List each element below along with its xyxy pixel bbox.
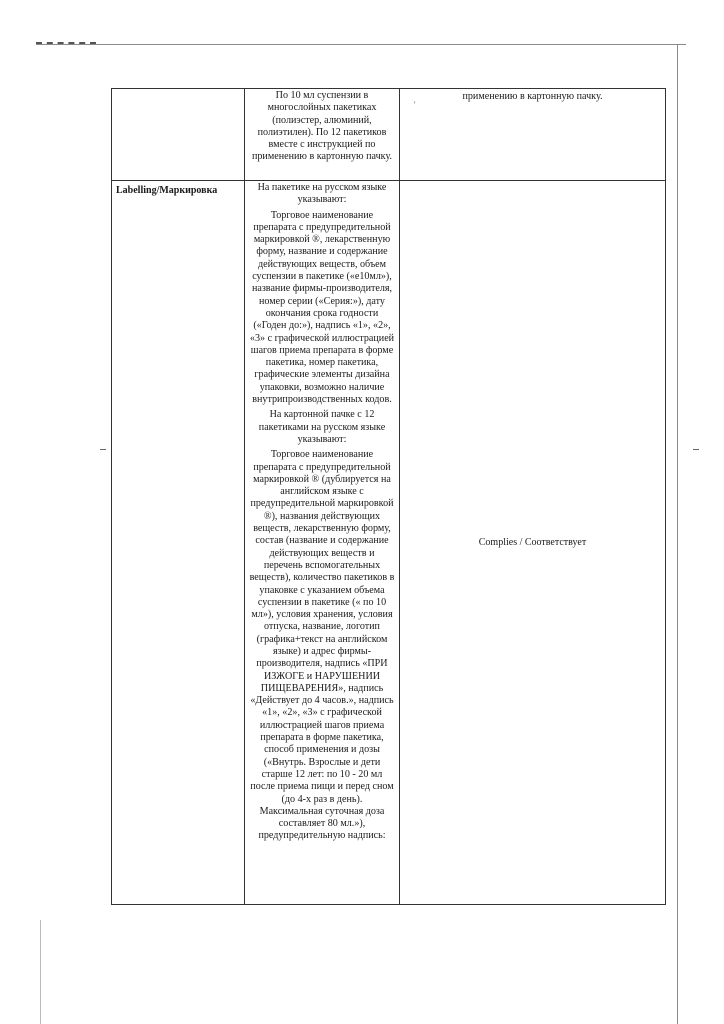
specification-table xyxy=(111,88,666,905)
packaging-continuation-text: применению в картонную пачку. xyxy=(462,91,603,102)
labelling-requirements xyxy=(245,181,399,843)
labelling-label: Labelling/Маркировка xyxy=(116,185,218,196)
scan-artifact-tick xyxy=(693,449,699,450)
carton-label-text: Торговое наименование препарата с предупредительной маркировкой ® (дублируется на английском языке с предупредительной маркировкой ®), названия действующих веществ, лекарственную форму, состав (название и содержание действующих веществ и перечень вспомогательных веществ), количество пакетиков в упаковке с указанием объема суспензии в пакетике (« по 10 мл»), условия хранения, условия отпуска, название, логотип (графика+текст на английском языке) и адрес фирмы-производителя, надпись «ПРИ ИЗЖОГЕ и НАРУШЕНИИ ПИЩЕВАРЕНИЯ», надпись «Действует до 4 часов.», надпись «1», «2», «3» с графической иллюстрацией шагов приема препарата в форме пакетика, способ применения и дозы («Внутрь. Взрослые и дети старше 12 лет: по 10 - 20 мл после приема пищи и перед сном (до 4-х раз в день). Максимальная суточная доза составляет 80 мл.»), предупредительную надпись: xyxy=(249,449,395,842)
sachet-label-text: Торговое наименование препарата с предупредительной маркировкой ®, лекарственную форму, название и содержание действующих веществ, объем суспензии в пакетике («е10мл»), название фирмы-производителя, номер серии («Серия:»), дату окончания срока годности («Годен до:»), надпись «1», «2», «3» с графической иллюстрацией шагов приема препарата в форме пакетика, номер пакетика, графические элементы дизайна упаковки, возможно наличие внутрипроизводственных кодов. xyxy=(249,209,395,406)
row2-col3-cell xyxy=(400,181,666,905)
table-row xyxy=(112,181,666,905)
table-row xyxy=(112,89,666,181)
compliance-result: Complies / Соответствует xyxy=(478,537,587,548)
packaging-text: По 10 мл суспензии в многослойных пакетиках (полиэстер, алюминий, полиэтилен). По 12 пакетиков вместе с инструкцией по применению в картонную пачку. xyxy=(251,90,392,163)
scan-artifact-left-line xyxy=(40,920,41,1024)
scan-artifact-dot: ' xyxy=(414,100,416,109)
sachet-heading: На пакетике на русском языке указывают: xyxy=(257,182,387,206)
row1-col1-cell xyxy=(112,89,245,181)
row2-col2-cell xyxy=(245,181,400,905)
carton-heading: На картонной пачке с 12 пакетиками на русском языке указывают: xyxy=(258,409,386,445)
row1-col2-cell xyxy=(245,89,400,181)
row2-col1-cell xyxy=(112,181,245,905)
scan-artifact-tick xyxy=(100,449,106,450)
row1-col3-cell xyxy=(400,89,666,181)
scan-artifact-right-line xyxy=(677,44,678,1024)
scan-artifact-top-line xyxy=(36,44,686,45)
